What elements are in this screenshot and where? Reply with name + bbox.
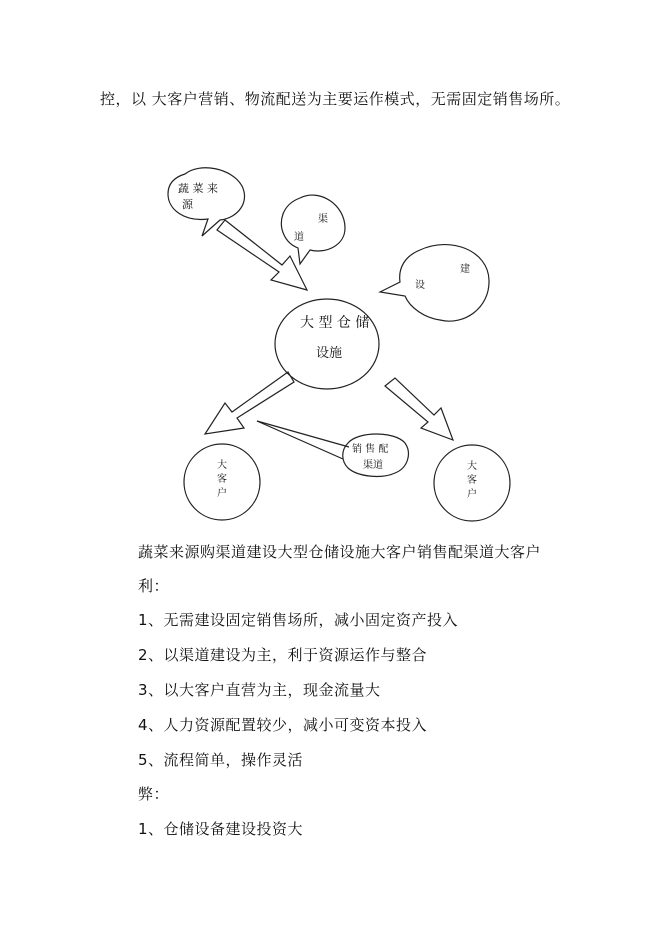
arrow-source-to-center	[217, 220, 307, 290]
client-right-label-1: 大	[467, 461, 477, 472]
client-right-label-3: 户	[467, 489, 477, 500]
channel-label-2: 道	[294, 232, 304, 243]
build-label-2: 设	[415, 280, 425, 291]
pros-item: 1、无需建设固定销售场所，减小固定资产投入	[138, 611, 459, 629]
pros-item: 3、以大客户直营为主，现金流量大	[138, 681, 381, 699]
channel-bubble	[281, 195, 345, 264]
pros-heading: 利：	[138, 577, 170, 595]
center-label-1: 大 型 仓 储	[300, 315, 370, 331]
sales-line-1	[257, 421, 349, 447]
center-label-2: 设施	[316, 346, 343, 361]
arrow-center-to-right	[385, 378, 453, 440]
cons-item: 1、仓储设备建设投资大	[138, 820, 304, 838]
client-right-label-2: 客	[467, 475, 477, 486]
source-label-2: 源	[182, 198, 193, 211]
arrow-center-to-left	[205, 372, 294, 434]
pros-item: 2、以渠道建设为主，利于资源运作与整合	[138, 646, 428, 664]
cons-heading: 弊：	[138, 785, 170, 803]
client-left-label-1: 大	[217, 460, 227, 471]
client-left-label-3: 户	[217, 488, 227, 499]
client-left-label-2: 客	[217, 474, 227, 485]
sales-label-2: 渠道	[363, 460, 383, 471]
sales-line-2	[257, 421, 343, 459]
summary-line: 蔬菜来源购渠道建设大型仓储设施大客户销售配渠道大客户	[138, 543, 542, 561]
source-label-1: 蔬 菜 来	[178, 182, 218, 195]
build-label-1: 建	[460, 264, 470, 275]
pros-item: 5、流程简单，操作灵活	[138, 751, 304, 769]
intro-line: 控，以 大客户营销、物流配送为主要运作模式，无需固定销售场所。	[100, 90, 571, 108]
sales-label-1: 销 售 配	[352, 444, 389, 455]
channel-label-1: 渠	[318, 214, 328, 225]
build-bubble	[380, 245, 489, 322]
pros-item: 4、人力资源配置较少，减小可变资本投入	[138, 716, 428, 734]
